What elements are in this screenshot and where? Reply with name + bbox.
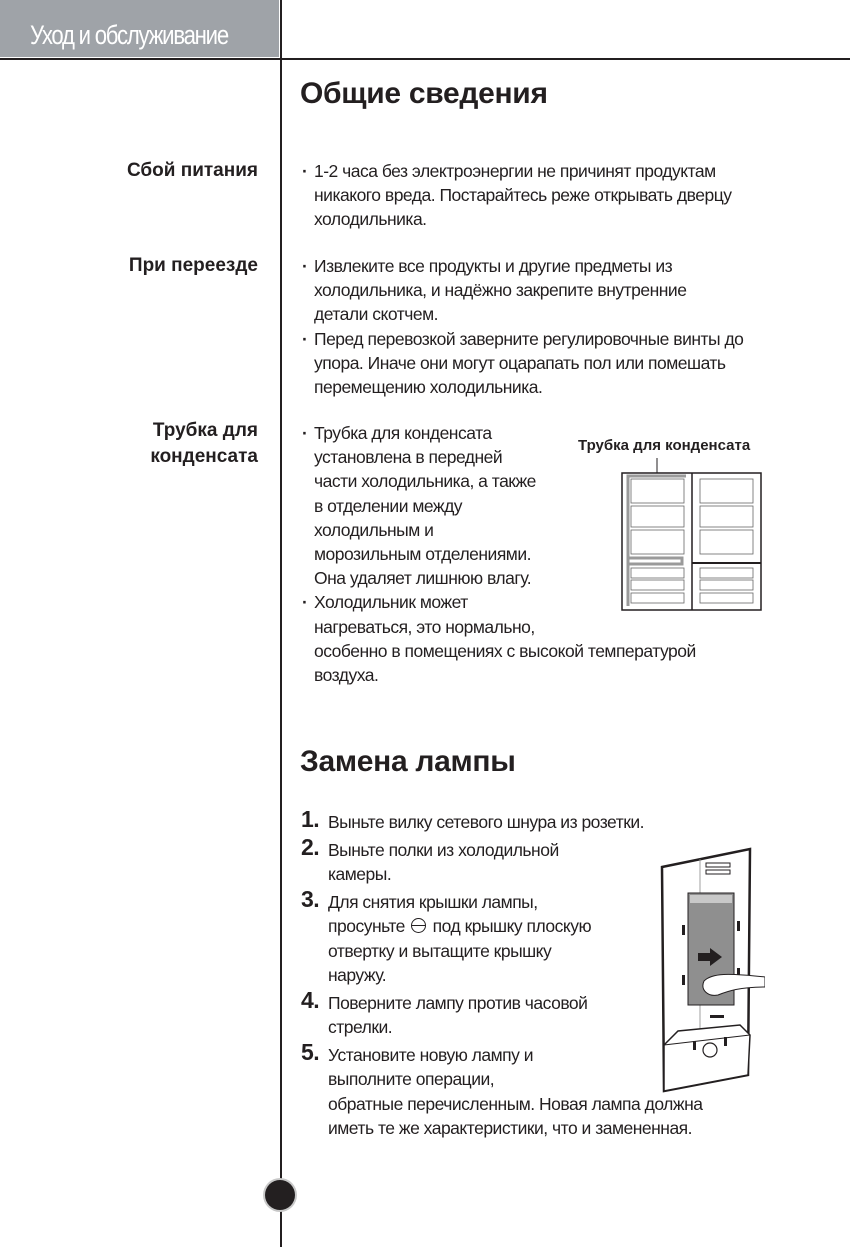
- text-line: Выньте полки из холодильной: [328, 839, 559, 860]
- text-line: в отделении между: [314, 495, 463, 516]
- text-fragment: под крышку плоскую: [432, 916, 592, 936]
- text-line: наружу.: [328, 965, 387, 985]
- text-line: Для снятия крышки лампы,: [328, 891, 538, 912]
- step-item: [301, 806, 703, 835]
- fridge-lamp-illustration-icon: [640, 845, 765, 1095]
- header-divider: [0, 58, 850, 60]
- text-line: иметь те же характеристики, что и замененная.: [328, 1118, 693, 1138]
- text-line: особенно в помещениях с высокой температурой: [314, 640, 696, 661]
- moving-text: [302, 254, 784, 399]
- step-number: 4.: [301, 986, 320, 1013]
- step-number: 2.: [301, 833, 320, 860]
- lamp-replacement-title: Замена лампы: [300, 745, 516, 778]
- text-line: Она удаляет лишнюю влагу.: [314, 568, 532, 589]
- bullet-item: · 1-2 часа без электроэнергии не причинят продуктам никакого вреда. Постарайтесь реже открывать дверцу холодильника.: [302, 159, 784, 232]
- condensate-figure-label: Трубка для конденсата: [578, 437, 751, 454]
- text-line: камеры.: [328, 864, 392, 884]
- label-moving: При переезде: [128, 255, 258, 276]
- label-line: Трубка для: [152, 420, 258, 441]
- power-failure-text: [302, 159, 784, 232]
- label-condensate-pipe: [150, 418, 258, 470]
- section-header-tab: [0, 0, 279, 57]
- text-line: Выньте вилку сетевого шнура из розетки.: [328, 812, 645, 832]
- text-line: · Холодильник может: [314, 592, 468, 613]
- step-number: 3.: [301, 885, 320, 912]
- bullet-item: · Перед перевозкой заверните регулировочные винты до упора. Иначе они могут оцарапать пол или помешать перемещению холодильника.: [302, 327, 784, 400]
- step-number: 1.: [301, 806, 320, 832]
- text-line: Поверните лампу против часовой: [328, 992, 588, 1013]
- section-header-title: Уход и обслуживание: [30, 20, 228, 50]
- text-line: части холодильника, а также: [314, 471, 536, 492]
- text-line: стрелки.: [328, 1017, 393, 1037]
- bullet-item: · Извлеките все продукты и другие предметы из холодильника, и надёжно закрепите внутренние детали скотчем.: [302, 254, 744, 327]
- text-line: · Трубка для конденсата: [314, 423, 492, 443]
- text-line: отвертку и вытащите крышку: [328, 940, 552, 961]
- column-divider: [280, 0, 282, 1247]
- text-line: нагреваться, это нормально,: [314, 616, 535, 637]
- fridge-condensate-diagram-icon: [560, 420, 850, 620]
- text-fragment: просуньте: [328, 916, 405, 936]
- text-line: воздуха.: [314, 665, 379, 686]
- label-power-failure: Сбой питания: [126, 160, 258, 181]
- text-line: морозильным отделениями.: [314, 544, 531, 565]
- text-line: выполните операции,: [328, 1069, 495, 1089]
- text-line: обратные перечисленным. Новая лампа должна: [328, 1093, 703, 1114]
- text-line: холодильным и: [314, 519, 434, 540]
- step-number: 5.: [301, 1038, 320, 1065]
- flathead-screwdriver-icon: [411, 918, 426, 933]
- page-number-marker: [265, 1180, 295, 1210]
- general-info-title: Общие сведения: [300, 77, 548, 110]
- text-line: установлена в передней: [314, 447, 503, 468]
- label-line: конденсата: [150, 446, 258, 467]
- text-line: Установите новую лампу и: [328, 1044, 534, 1065]
